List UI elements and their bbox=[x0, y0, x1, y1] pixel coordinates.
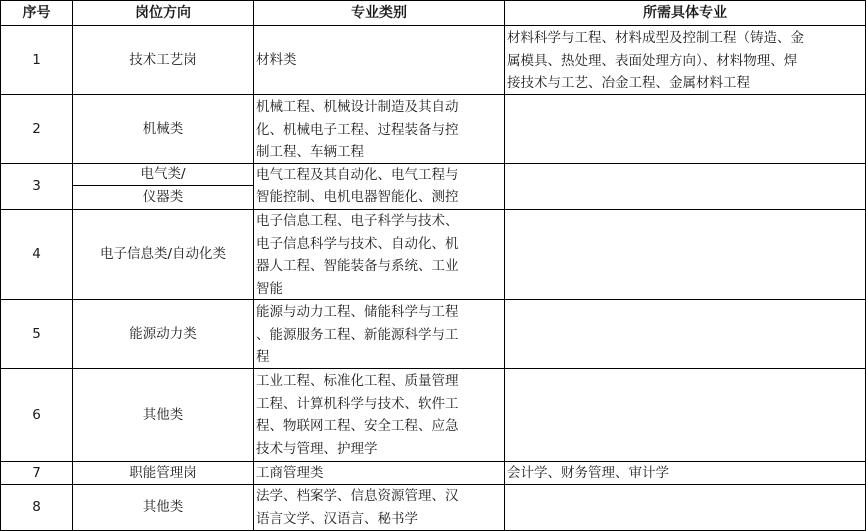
row-7-direction: 职能管理岗 bbox=[73, 462, 254, 485]
row-4-majors bbox=[505, 210, 866, 300]
row-7-no: 7 bbox=[0, 462, 73, 485]
row-2-no: 2 bbox=[0, 95, 73, 164]
header-majors: 所需具体专业 bbox=[505, 0, 866, 26]
row-5-direction: 能源动力类 bbox=[73, 300, 254, 369]
row-3-direction-2: 仪器类 bbox=[73, 186, 254, 210]
row-6-category: 工业工程、标准化工程、质量管理 工程、计算机科学与技术、软件工 程、物联网工程、安全工程、应急 技术与管理、护理学 bbox=[254, 369, 505, 462]
row-7-category: 工商管理类 bbox=[254, 462, 505, 485]
row-8-category: 法学、档案学、信息资源管理、汉 语言文学、汉语言、秘书学 bbox=[254, 485, 505, 531]
row-8-direction: 其他类 bbox=[73, 485, 254, 531]
row-4-category: 电子信息工程、电子科学与技术、 电子信息科学与技术、自动化、机 器人工程、智能装备与系统、工业 智能 bbox=[254, 210, 505, 300]
row-1-category: 材料类 bbox=[254, 26, 505, 95]
row-1-majors: 材料科学与工程、材料成型及控制工程（铸造、金 属模具、热处理、表面处理方向）、材料物理、焊 接技术与工艺、冶金工程、金属材料工程 bbox=[505, 26, 866, 95]
row-1-no: 1 bbox=[0, 26, 73, 95]
row-3-majors bbox=[505, 164, 866, 210]
row-3-category: 电气工程及其自动化、电气工程与 智能控制、电机电器智能化、测控 bbox=[254, 164, 505, 210]
row-4-no: 4 bbox=[0, 210, 73, 300]
header-seq: 序号 bbox=[0, 0, 73, 26]
header-category: 专业类别 bbox=[254, 0, 505, 26]
row-2-direction: 机械类 bbox=[73, 95, 254, 164]
row-8-no: 8 bbox=[0, 485, 73, 531]
row-5-category: 能源与动力工程、储能科学与工程 、能源服务工程、新能源科学与工 程 bbox=[254, 300, 505, 369]
row-3-no: 3 bbox=[0, 164, 73, 210]
row-2-majors bbox=[505, 95, 866, 164]
row-5-majors bbox=[505, 300, 866, 369]
row-5-no: 5 bbox=[0, 300, 73, 369]
row-2-category: 机械工程、机械设计制造及其自动 化、机械电子工程、过程装备与控 制工程、车辆工程 bbox=[254, 95, 505, 164]
row-3-direction: 电气类/ bbox=[73, 164, 254, 186]
row-8-majors bbox=[505, 485, 866, 531]
header-direction: 岗位方向 bbox=[73, 0, 254, 26]
row-1-direction: 技术工艺岗 bbox=[73, 26, 254, 95]
row-6-majors bbox=[505, 369, 866, 462]
row-7-majors: 会计学、财务管理、审计学 bbox=[505, 462, 866, 485]
row-6-no: 6 bbox=[0, 369, 73, 462]
row-6-direction: 其他类 bbox=[73, 369, 254, 462]
row-4-direction: 电子信息类/自动化类 bbox=[73, 210, 254, 300]
